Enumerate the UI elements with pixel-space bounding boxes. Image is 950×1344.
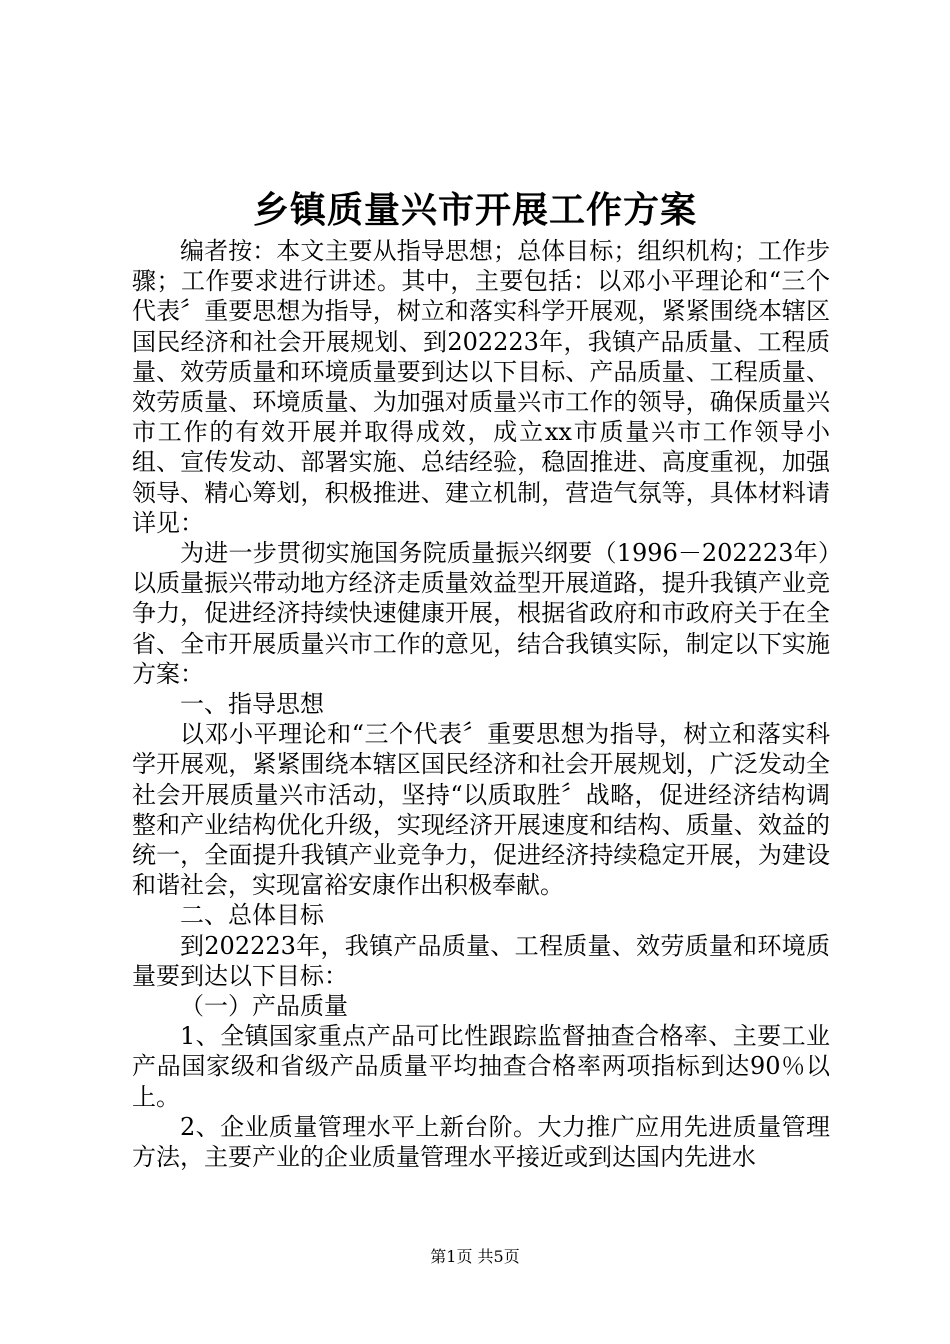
paragraph-overall-goals: 到202223年，我镇产品质量、工程质量、效劳质量和环境质量要到达以下目标： xyxy=(132,931,830,990)
document-body xyxy=(132,236,830,1172)
subsection-heading-product-quality: （一）产品质量 xyxy=(180,992,348,1021)
list-item-2: 2、企业质量管理水平上新台阶。大力推广应用先进质量管理方法，主要产业的企业质量管理水平接近或到达国内先进水 xyxy=(132,1112,830,1172)
section-heading-guiding-ideology: 一、指导思想 xyxy=(180,690,324,719)
page-footer: 第1页 共5页 xyxy=(430,1247,520,1266)
list-item-1: 1、全镇国家重点产品可比性跟踪监督抽查合格率、主要工业产品国家级和省级产品质量平均抽查合格率两项指标到达90％以上。 xyxy=(132,1022,830,1111)
paragraph-editor-note: 编者按：本文主要从指导思想；总体目标；组织机构；工作步骤；工作要求进行讲述。其中，主要包括：以邓小平理论和“三个代表〞重要思想为指导，树立和落实科学开展观，紧紧围绕本辖区国民经济和社会开展规划、到202223年，我镇产品质量、工程质量、效劳质量和环境质量要到达以下目标、产品质量、工程质量、效劳质量、环境质量、为加强对质量兴市工作的领导，确保质量兴市工作的有效开展并取得成效，成立xx市质量兴市工作领导小组、宣传发动、部署实施、总结经验，稳固推进、高度重视，加强领导、精心筹划，积极推进、建立机制，营造气氛等，具体材料请详见： xyxy=(132,237,830,537)
section-heading-overall-goals: 二、总体目标 xyxy=(180,901,324,930)
document-title: 乡镇质量兴市开展工作方案 xyxy=(252,189,697,231)
paragraph-intro: 为进一步贯彻实施国务院质量振兴纲要（1996－202223年）以质量振兴带动地方经济走质量效益型开展道路，提升我镇产业竞争力，促进经济持续快速健康开展，根据省政府和市政府关于在全省、全市开展质量兴市工作的意见，结合我镇实际，制定以下实施方案： xyxy=(132,539,830,688)
paragraph-guiding-ideology: 以邓小平理论和“三个代表〞重要思想为指导，树立和落实科学开展观，紧紧围绕本辖区国民经济和社会开展规划，广泛发动全社会开展质量兴市活动，坚持“以质取胜〞战略，促进经济结构调整和产业结构优化升级，实现经济开展速度和结构、质量、效益的统一，全面提升我镇产业竞争力，促进经济持续稳定开展，为建设和谐社会，实现富裕安康作出积极奉献。 xyxy=(132,720,830,900)
